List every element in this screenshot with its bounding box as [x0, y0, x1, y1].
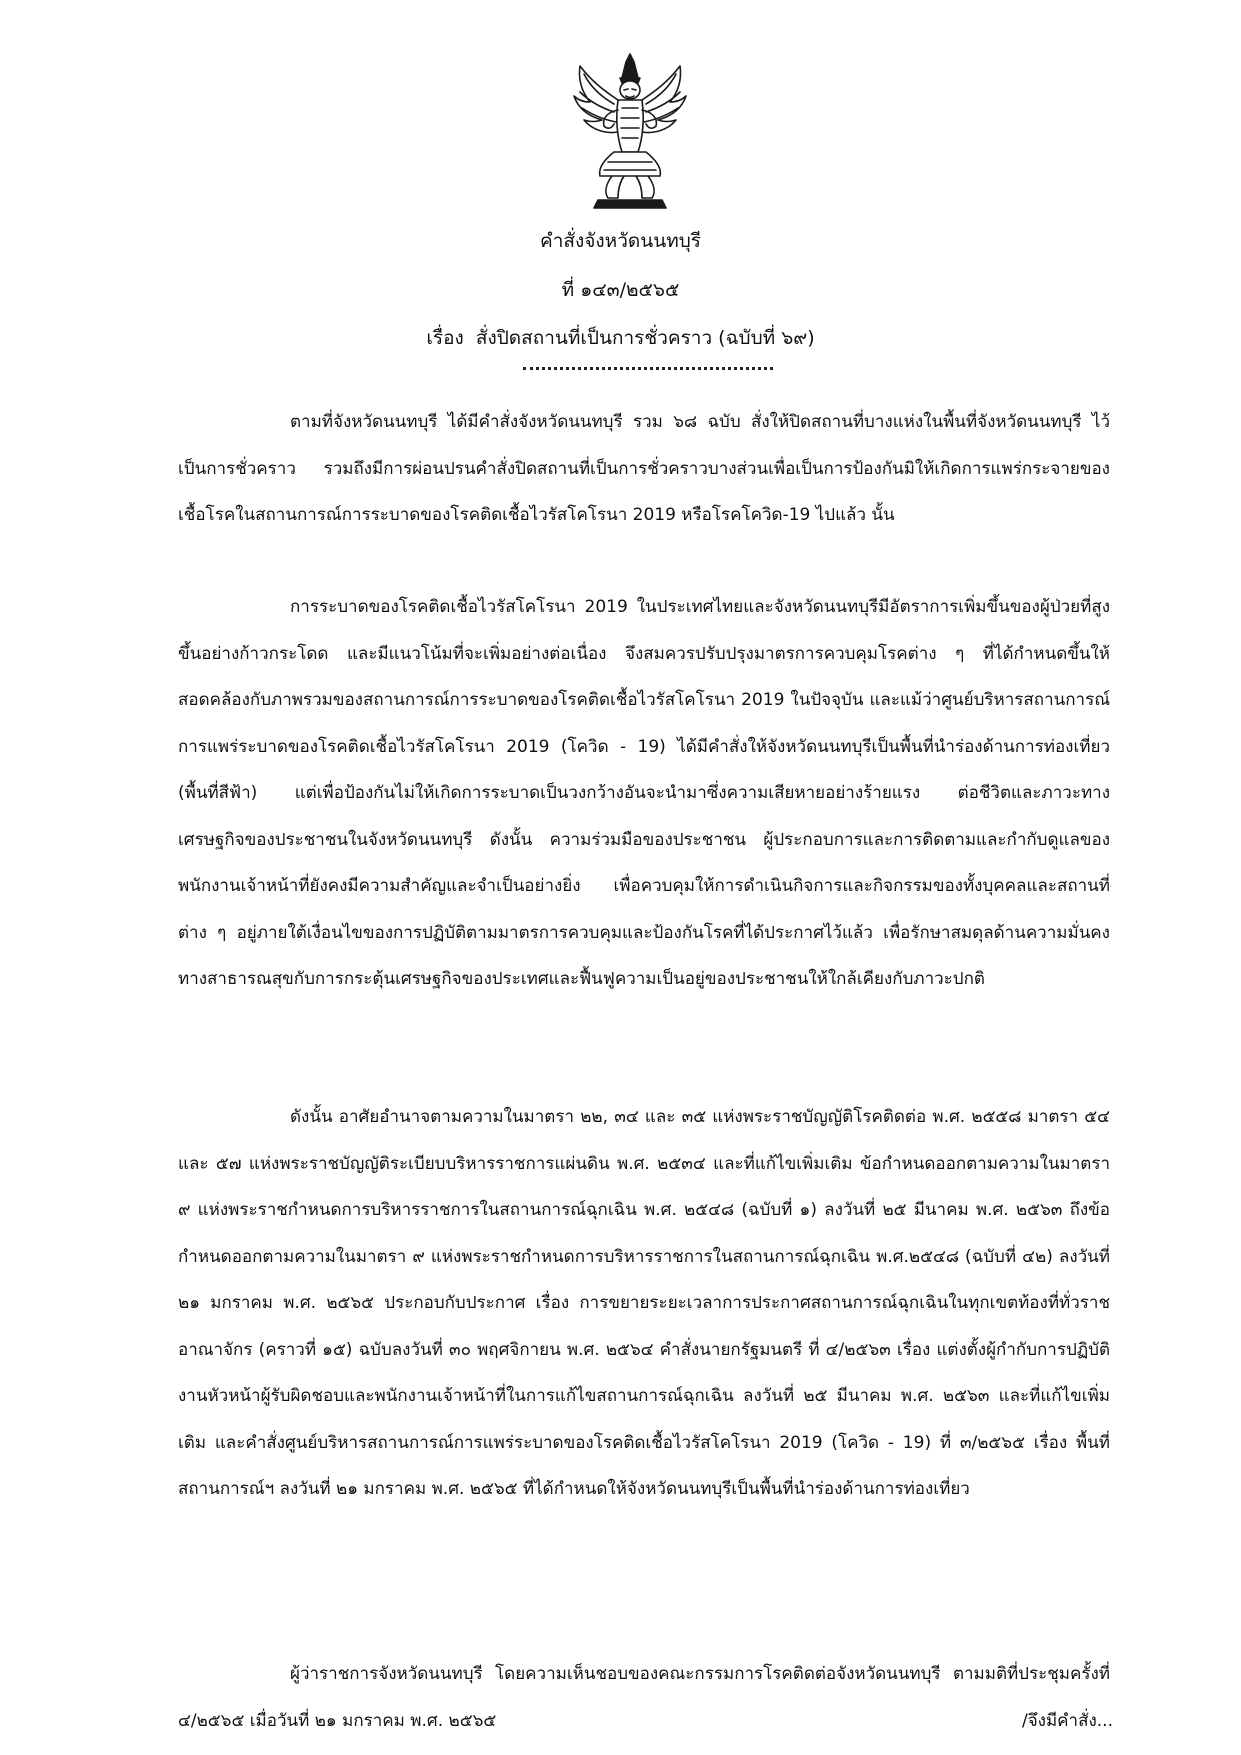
paragraph-legal-authority: ดังนั้น อาศัยอำนาจตามความในมาตรา ๒๒, ๓๔ และ ๓๕ แห่งพระราชบัญญัติโรคติดต่อ พ.ศ. ๒๕๕๘ มาตรา ๕๔ และ ๕๗ แห่งพระราชบัญญัติระเบียบบริหารราชการแผ่นดิน พ.ศ. ๒๕๓๔ และที่แก้ไขเพิ่มเติม ข้อกำหนดออกตามความในมาตรา ๙ แห่งพระราชกำหนดการบริหารราชการในสถานการณ์ฉุกเฉิน พ.ศ. ๒๕๔๘ (ฉบับที่ ๑) ลงวันที่ ๒๕ มีนาคม พ.ศ. ๒๕๖๓ ถึงข้อกำหนดออกตามความในมาตรา ๙ แห่งพระราชกำหนดการบริหารราชการในสถานการณ์ฉุกเฉิน พ.ศ.๒๕๔๘ (ฉบับที่ ๔๒) ลงวันที่ ๒๑ มกราคม พ.ศ. ๒๕๖๕ ประกอบกับประกาศ เรื่อง การขยายระยะเวลาการประกาศสถานการณ์ฉุกเฉินในทุกเขตท้องที่ทั่วราชอาณาจักร (คราวที่ ๑๕) ฉบับลงวันที่ ๓๐ พฤศจิกายน พ.ศ. ๒๕๖๔ คำสั่งนายกรัฐมนตรี ที่ ๔/๒๕๖๓ เรื่อง แต่งตั้งผู้กำกับการปฏิบัติงานหัวหน้าผู้รับผิดชอบและพนักงานเจ้าหน้าที่ในการแก้ไขสถานการณ์ฉุกเฉิน ลงวันที่ ๒๕ มีนาคม พ.ศ. ๒๕๖๓ และที่แก้ไขเพิ่มเติม และคำสั่งศูนย์บริหารสถานการณ์การแพร่ระบาดของโรคติดเชื้อไวรัสโคโรนา 2019 (โควิด - 19) ที่ ๓/๒๕๖๕ เรื่อง พื้นที่สถานการณ์ฯ ลงวันที่ ๒๑ มกราคม พ.ศ. ๒๕๖๕ ที่ได้กำหนดให้จังหวัดนนทบุรีเป็นพื้นที่นำร่องด้านการท่องเที่ยว [178, 1107, 1110, 1499]
paragraph-governor-approval: ผู้ว่าราชการจังหวัดนนทบุรี โดยความเห็นชอบของคณะกรรมการโรคติดต่อจังหวัดนนทบุรี ตามมติที่ประชุมครั้งที่ ๔/๒๕๖๕ เมื่อวันที่ ๒๑ มกราคม พ.ศ. ๒๕๖๕ [178, 1664, 1110, 1731]
order-subject: เรื่อง สั่งปิดสถานที่เป็นการชั่วคราว (ฉบับที่ ๖๙) [426, 327, 815, 349]
continuation-text: /จึงมีคำสั่ง... [1021, 1711, 1113, 1731]
garuda-emblem-icon [568, 52, 692, 210]
paragraph-background: ตามที่จังหวัดนนทบุรี ได้มีคำสั่งจังหวัดนนทบุรี รวม ๖๘ ฉบับ สั่งให้ปิดสถานที่บางแห่งในพื้นที่จังหวัดนนทบุรี ไว้เป็นการชั่วคราว รวมถึงมีการผ่อนปรนคำสั่งปิดสถานที่เป็นการชั่วคราวบางส่วนเพื่อเป็นการป้องกันมิให้เกิดการแพร่กระจายของเชื้อโรคในสถานการณ์การระบาดของโรคติดเชื้อไวรัสโคโรนา 2019 หรือโรคโควิด-19 ไปแล้ว นั้น [178, 412, 1110, 525]
paragraph-situation: การระบาดของโรคติดเชื้อไวรัสโคโรนา 2019 ในประเทศไทยและจังหวัดนนทบุรีมีอัตราการเพิ่มขึ้นของผู้ป่วยที่สูงขึ้นอย่างก้าวกระโดด และมีแนวโน้มที่จะเพิ่มอย่างต่อเนื่อง จึงสมควรปรับปรุงมาตรการควบคุมโรคต่าง ๆ ที่ได้กำหนดขึ้นให้สอดคล้องกับภาพรวมของสถานการณ์การระบาดของโรคติดเชื้อไวรัสโคโรนา 2019 ในปัจจุบัน และแม้ว่าศูนย์บริหารสถานการณ์การแพร่ระบาดของโรคติดเชื้อไวรัสโคโรนา 2019 (โควิด - 19) ได้มีคำสั่งให้จังหวัดนนทบุรีเป็นพื้นที่นำร่องด้านการท่องเที่ยว (พื้นที่สีฟ้า) แต่เพื่อป้องกันไม่ให้เกิดการระบาดเป็นวงกว้างอันจะนำมาซึ่งความเสียหายอย่างร้ายแรง ต่อชีวิตและภาวะทางเศรษฐกิจของประชาชนในจังหวัดนนทบุรี ดังนั้น ความร่วมมือของประชาชน ผู้ประกอบการและการติดตามและกำกับดูแลของพนักงานเจ้าหน้าที่ยังคงมีความสำคัญและจำเป็นอย่างยิ่ง เพื่อควบคุมให้การดำเนินกิจการและกิจกรรมของทั้งบุคคลและสถานที่ต่าง ๆ อยู่ภายใต้เงื่อนไขของการปฏิบัติตามมาตรการควบคุมและป้องกันโรคที่ได้ประกาศไว้แล้ว เพื่อรักษาสมดุลด้านความมั่นคงทางสาธารณสุขกับการกระตุ้นเศรษฐกิจของประเทศและฟื้นฟูความเป็นอยู่ของประชาชนให้ใกล้เคียงกับภาวะปกติ [178, 597, 1110, 989]
separator-line [523, 367, 773, 370]
order-title: คำสั่งจังหวัดนนทบุรี [540, 230, 701, 252]
order-number: ที่ ๑๔๓/๒๕๖๕ [561, 279, 680, 301]
